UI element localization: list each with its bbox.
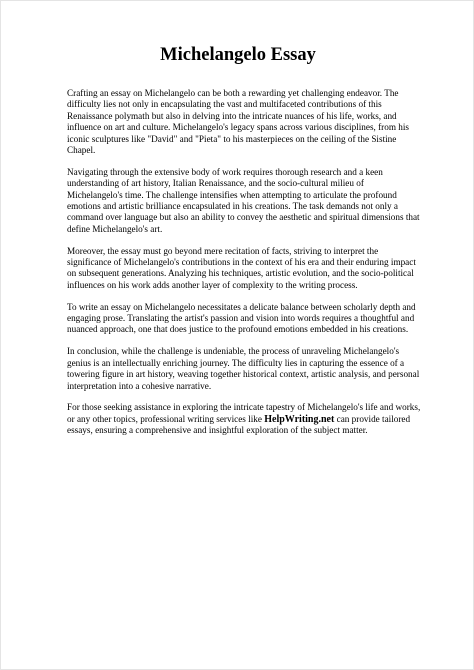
paragraph-research: Navigating through the extensive body of work requires thorough research and a keen understanding of art history, Italian Renaissance, and the socio-cultural milieu of Michelangelo's time. The challenge intensifies when attempting to articulate the profound emotions and artistic brilliance encapsulated in his creations. The task demands not only a command over language but also an ability to convey the aesthetic and spiritual dimensions that define Michelangelo's art. [67,166,420,234]
closing-text-before: For those seeking assistance in exploring the intricate tapestry of Michelangelo's life and works, or any other topics, professional writing services like [67,402,421,424]
paragraph-closing [67,402,421,436]
essay-body [67,88,421,447]
paragraph-conclusion: In conclusion, while the challenge is undeniable, the process of unraveling Michelangelo's genius is an intellectually enriching journey. The difficulty lies in capturing the essence of a towering figure in art history, weaving together historical context, artistic analysis, and personal interpretation into a cohesive narrative. [67,346,420,391]
paragraph-intro: Crafting an essay on Michelangelo can be both a rewarding yet challenging endeavor. The difficulty lies not only in encapsulating the vast and multifaceted contributions of this Renaissance polymath but also in delving into the intricate nuances of his life, works, and influence on art and culture. Michelangelo's legacy spans across various disciplines, from his iconic sculptures like "David" and "Pieta" to his masterpieces on the ceiling of the Sistine Chapel. [67,88,410,156]
paragraph-balance: To write an essay on Michelangelo necessitates a delicate balance between scholarly depth and engaging prose. Translating the artist's passion and vision into words requires a thoughtful and nuanced approach, one that does justice to the profound emotions embedded in his creations. [67,301,416,335]
paragraph-interpretation: Moreover, the essay must go beyond mere recitation of facts, striving to interpret the significance of Michelangelo's contributions in the context of his era and their enduring impact on subsequent generations. Analyzing his techniques, artistic evolution, and the socio-political influences on his work adds another layer of complexity to the writing process. [67,245,416,290]
service-brand-name: HelpWriting.net [264,413,335,425]
page-title: Michelangelo Essay [160,45,316,65]
closing-text-after: can provide tailored essays, ensuring a comprehensive and insightful exploration of the subject matter. [67,413,411,436]
